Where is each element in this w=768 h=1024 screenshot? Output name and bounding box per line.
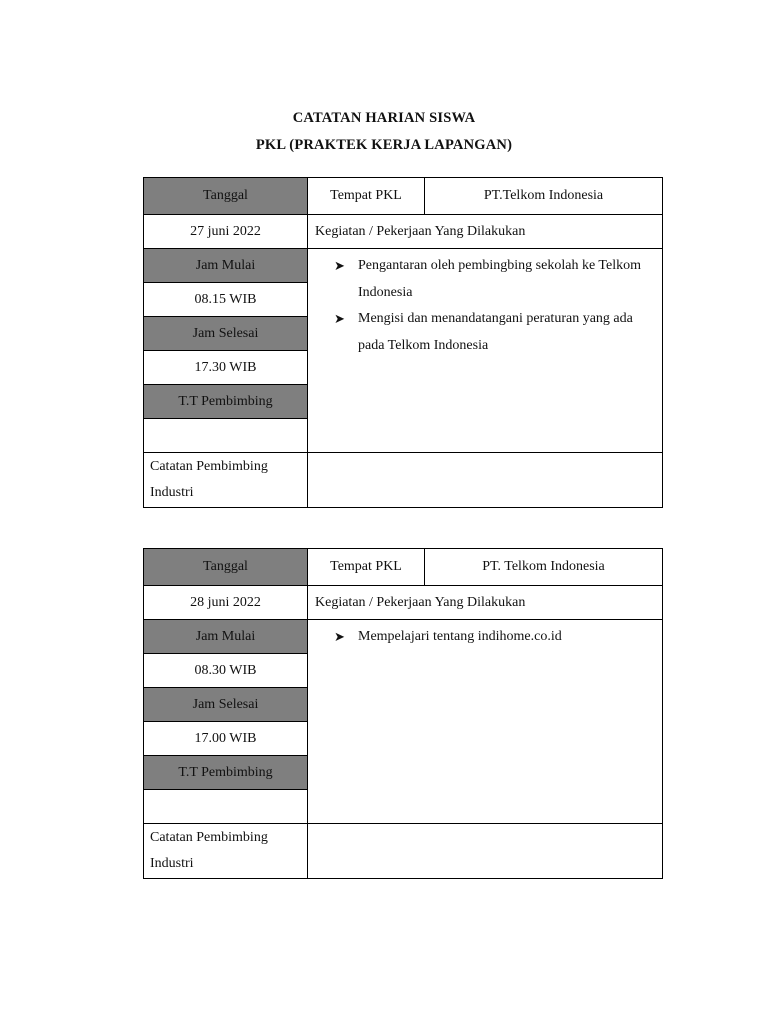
catatan-pembimbing-value [308,453,663,508]
activity-item: ➤ Pengantaran oleh pembingbing sekolah ke Telkom Indonesia [334,253,654,306]
jam-selesai-label: Jam Selesai [144,688,308,722]
tempat-pkl-value: PT. Telkom Indonesia [425,549,663,586]
arrow-bullet-icon: ➤ [334,629,345,644]
tanggal-label: Tanggal [144,178,308,215]
daily-log-table-1 [143,177,663,508]
tempat-pkl-label: Tempat PKL [308,549,425,586]
tempat-pkl-value: PT.Telkom Indonesia [425,178,663,215]
activity-list [334,253,654,359]
jam-mulai-label: Jam Mulai [144,249,308,283]
start-time-value: 08.30 WIB [144,654,308,688]
activities-cell [308,249,663,453]
kegiatan-label: Kegiatan / Pekerjaan Yang Dilakukan [308,215,663,249]
tanggal-label: Tanggal [144,549,308,586]
document-subtitle: PKL (PRAKTEK KERJA LAPANGAN) [255,137,513,153]
kegiatan-label: Kegiatan / Pekerjaan Yang Dilakukan [308,586,663,620]
catatan-pembimbing-value [308,824,663,879]
daily-log-table-2 [143,548,663,879]
start-time-value: 08.15 WIB [144,283,308,317]
signature-box [144,419,308,453]
jam-mulai-label: Jam Mulai [144,620,308,654]
tt-pembimbing-label: T.T Pembimbing [144,385,308,419]
date-value: 28 juni 2022 [144,586,308,620]
activity-item: ➤ Mengisi dan menandatangani peraturan yang ada pada Telkom Indonesia [334,306,654,359]
arrow-bullet-icon: ➤ [334,311,345,326]
catatan-pembimbing-label: Catatan Pembimbing Industri [144,453,308,508]
end-time-value: 17.30 WIB [144,351,308,385]
document-title: CATATAN HARIAN SISWA [292,110,476,126]
date-value: 27 juni 2022 [144,215,308,249]
end-time-value: 17.00 WIB [144,722,308,756]
tempat-pkl-label: Tempat PKL [308,178,425,215]
jam-selesai-label: Jam Selesai [144,317,308,351]
activity-item: ➤ Mempelajari tentang indihome.co.id [334,624,654,651]
signature-box [144,790,308,824]
activities-cell [308,620,663,824]
catatan-pembimbing-label: Catatan Pembimbing Industri [144,824,308,879]
arrow-bullet-icon: ➤ [334,258,345,273]
activity-list [334,624,654,651]
tt-pembimbing-label: T.T Pembimbing [144,756,308,790]
